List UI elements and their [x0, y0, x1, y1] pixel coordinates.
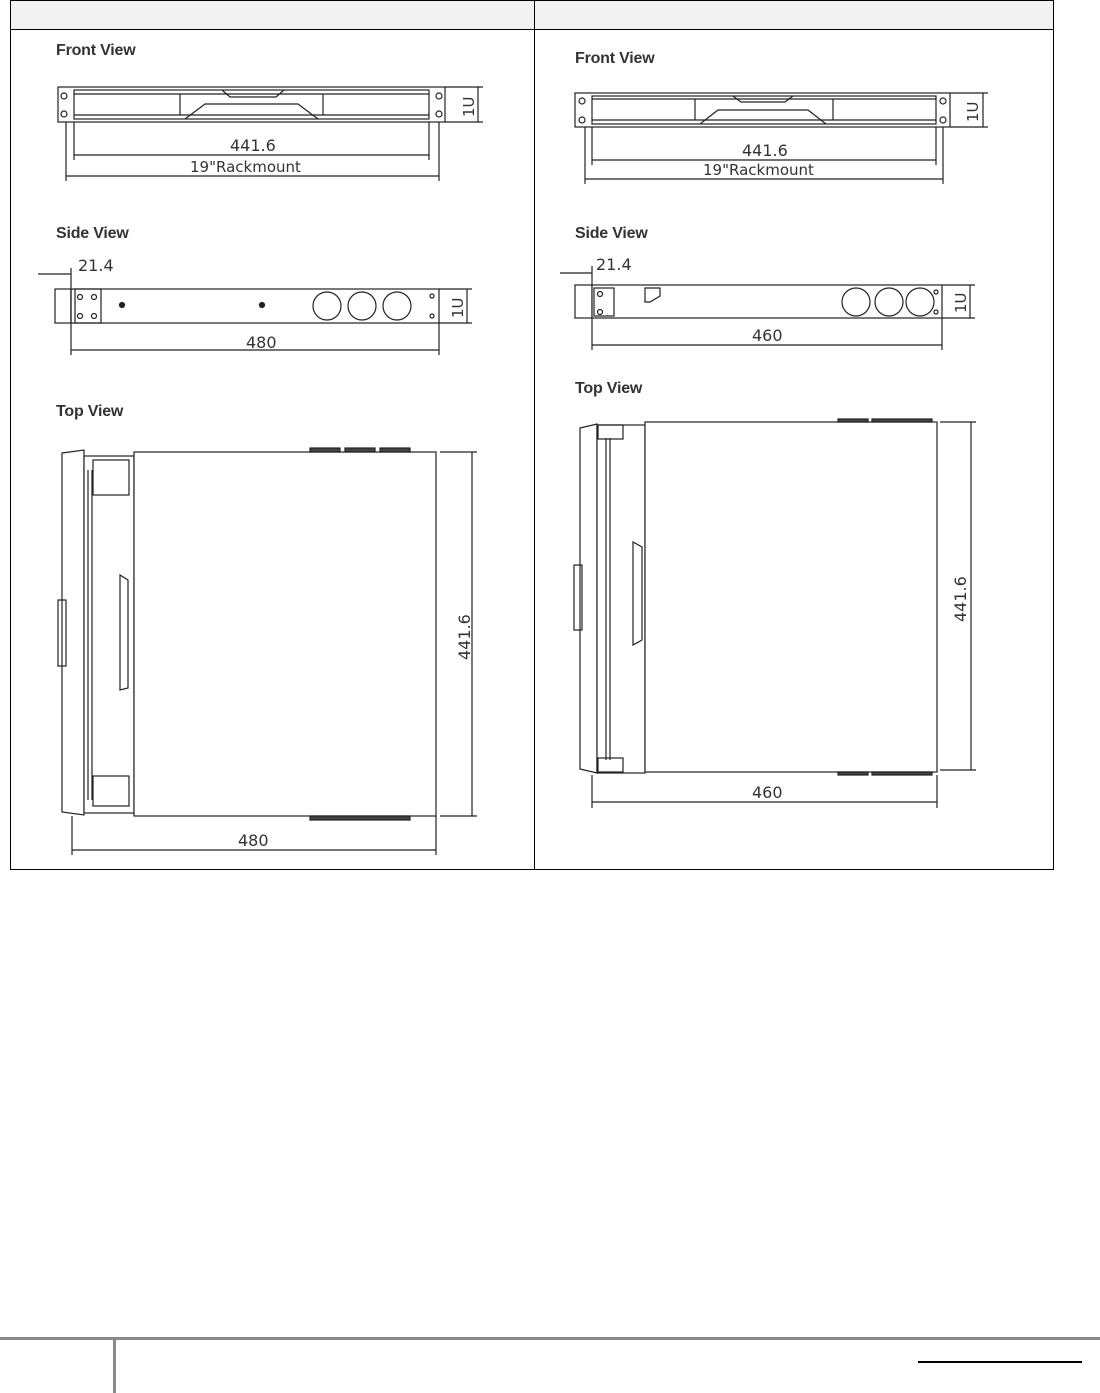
- right-front-height-dim: 1U: [964, 101, 982, 122]
- right-front-view-title: Front View: [575, 50, 655, 67]
- right-top-view-title: Top View: [575, 380, 643, 397]
- right-rackmount-dim: 19"Rackmount: [703, 161, 814, 179]
- right-side-length-dim: 460: [752, 326, 783, 345]
- left-front-width-dim: 441.6: [230, 136, 276, 155]
- right-side-view-title: Side View: [575, 225, 648, 242]
- footer-divider: [113, 1340, 116, 1393]
- right-side-height-dim: 1U: [952, 292, 970, 313]
- right-top-length-dim: 460: [752, 783, 783, 802]
- left-rackmount-dim: 19"Rackmount: [190, 158, 301, 176]
- left-side-view-title: Side View: [56, 225, 129, 242]
- left-side-offset-dim: 21.4: [78, 256, 114, 275]
- left-front-height-dim: 1U: [460, 96, 478, 117]
- right-side-offset-dim: 21.4: [596, 255, 632, 274]
- left-side-length-dim: 480: [246, 333, 277, 352]
- footer-rule: [0, 1337, 1100, 1340]
- left-top-view-drawing: [58, 448, 477, 855]
- footer-underline: [918, 1361, 1082, 1363]
- right-top-view-drawing: [574, 419, 976, 808]
- left-top-depth-dim: 441.6: [455, 614, 474, 660]
- left-top-view-title: Top View: [56, 403, 124, 420]
- left-top-length-dim: 480: [238, 831, 269, 850]
- right-top-depth-dim: 441.6: [951, 576, 970, 622]
- left-front-view-title: Front View: [56, 42, 136, 59]
- right-front-width-dim: 441.6: [742, 141, 788, 160]
- left-side-height-dim: 1U: [449, 297, 467, 318]
